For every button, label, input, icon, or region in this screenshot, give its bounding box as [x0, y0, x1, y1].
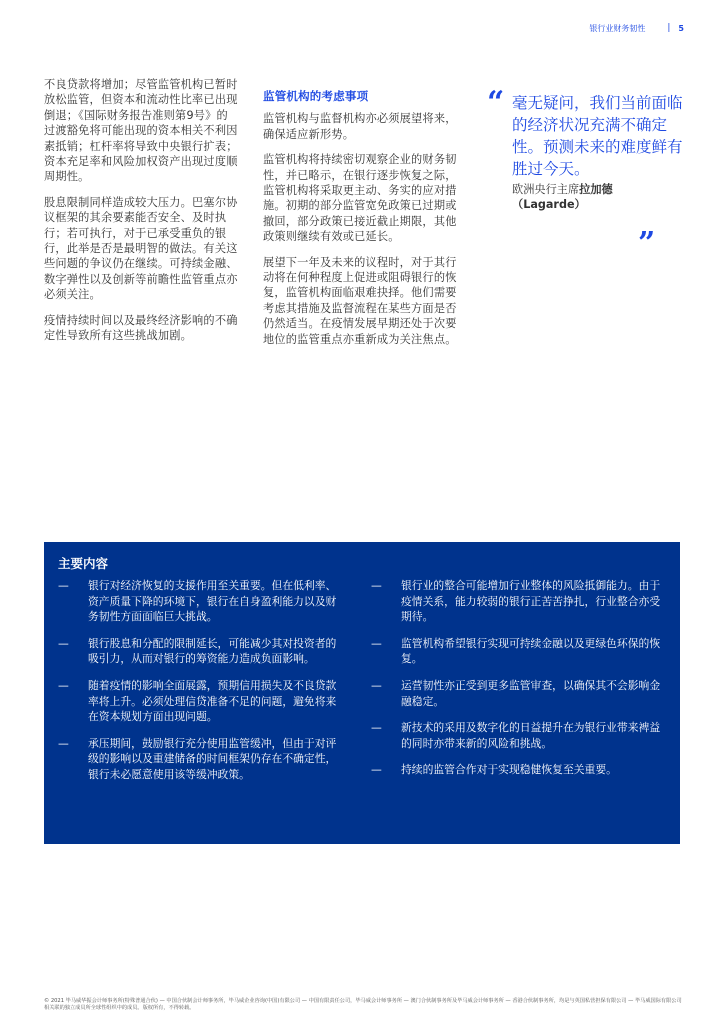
- list-item: — 随着疫情的影响全面展露，预期信用损失及不良贷款率将上升。必须处理信贷准备不足的问题，避免将来在资本规划方面出现问题。: [58, 678, 337, 724]
- close-quote-icon: ”: [638, 226, 656, 261]
- paragraph: 疫情持续时间以及最终经济影响的不确定性导致所有这些挑战加剧。: [44, 313, 238, 343]
- dash-bullet: —: [58, 579, 69, 592]
- paragraph: 不良贷款将增加；尽管监管机构已暂时放松监管，但资本和流动性比率已出现倒退；《国际财务报告准则第9号》的过渡豁免将可能出现的资本相关不利因素抵销；杠杆率将导致中央银行扩表；资本充足率和风险加权资产出现过度顺周期性。: [44, 78, 238, 184]
- dash-bullet: —: [58, 678, 69, 692]
- attribution-prefix: 欧洲央行主席: [512, 183, 580, 196]
- paragraph: 股息限制同样造成较大压力。巴塞尔协议框架的其余要素能否安全、及时执行；若可执行，对于已承受重负的银行，此举是否是最明智的做法。有关这些问题的争议仍在继续。可持续金融、数字弹性以及创新等前瞻性监管重点亦必须关注。: [44, 195, 238, 302]
- section-heading: 监管机构的考虑事项: [263, 89, 369, 103]
- dash-bullet: —: [58, 636, 69, 650]
- open-quote-icon: “: [487, 85, 505, 120]
- list-item: — 运营韧性亦正受到更多监管审查，以确保其不会影响金融稳定。: [371, 678, 661, 708]
- legal-footer: © 2021 毕马威华振会计师事务所(特殊普通合伙) — 中国合伙制会计师事务所，毕马威企业咨询(中国)有限公司 — 中国有限责任公司，毕马威会计师事务所 — 澳门合伙制事务所及毕马威会计师事务所 — 香港合伙制事务所，均是与英国私营担保有限公司 — 毕马威国际有限公司相关联的独立成员所全球性组织中的成员。版权所有，不得转载。: [44, 998, 682, 1011]
- key-points-list-right: [371, 578, 661, 789]
- list-item: — 新技术的采用及数字化的日益提升在为银行业带来裨益的同时亦带来新的风险和挑战。: [371, 721, 661, 750]
- list-item: — 承压期间，鼓励银行充分使用监管缓冲，但由于对评级的影响以及重建储备的时间框架仍存在不确定性，银行未必愿意使用该等缓冲政策。: [58, 736, 337, 781]
- list-item: — 监管机构希望银行实现可持续金融以及更绿色环保的恢复。: [371, 636, 661, 666]
- dash-bullet: —: [371, 763, 382, 777]
- dash-bullet: —: [371, 636, 382, 650]
- header-separator: |: [667, 23, 671, 33]
- dash-bullet: —: [371, 721, 382, 735]
- body-column-middle: [263, 89, 463, 357]
- paragraph: 监管机构与监督机构亦必须展望将来，确保适应新形势。: [263, 112, 457, 141]
- list-item: — 持续的监管合作对于实现稳健恢复至关重要。: [371, 763, 617, 777]
- key-points-title: 主要内容: [58, 556, 109, 571]
- header-title: 银行业财务韧性: [589, 23, 646, 33]
- list-item: — 银行业的整合可能增加行业整体的风险抵御能力。由于疫情关系，能力较弱的银行正苦苦挣扎，行业整合亦受期待。: [371, 579, 661, 624]
- running-header: [589, 20, 684, 36]
- dash-bullet: —: [371, 678, 382, 692]
- quote-attribution: [512, 182, 692, 212]
- attribution-en: （Lagarde）: [512, 198, 586, 211]
- paragraph: 展望下一年及未来的议程时，对于其行动将在何种程度上促进或阻碍银行的恢复，监管机构面临艰难抉择。他们需要考虑其措施及监督流程在某些方面是否仍然适当。在疫情发展早期还处于次要地位的监管重点亦重新成为关注焦点。: [263, 255, 457, 346]
- dash-bullet: —: [58, 736, 69, 750]
- dash-bullet: —: [371, 579, 382, 592]
- key-points-box: [44, 542, 680, 844]
- list-item: — 银行股息和分配的限制延长，可能减少其对投资者的吸引力，从而对银行的筹资能力造成负面影响。: [58, 636, 337, 666]
- list-item: — 银行对经济恢复的支援作用至关重要。但在低利率、资产质量下降的环境下，银行在自身盈利能力以及财务韧性方面面临巨大挑战。: [58, 579, 337, 624]
- attribution-name: 拉加德: [579, 183, 613, 196]
- body-column-left: [44, 77, 238, 354]
- key-points-list-left: [58, 578, 338, 794]
- page-number: 5: [678, 23, 684, 33]
- paragraph: 监管机构将持续密切观察企业的财务韧性，并已略示，在银行逐步恢复之际，监管机构将采取更主动、务实的应对措施。初期的部分监管宽免政策已过期或撤回，部分政策已接近截止期限，其他政策则继续有效或已延长。: [263, 153, 457, 244]
- pull-quote: 毫无疑问，我们当前面临的经济状况充满不确定性。预测未来的难度鲜有胜过今天。: [512, 94, 683, 178]
